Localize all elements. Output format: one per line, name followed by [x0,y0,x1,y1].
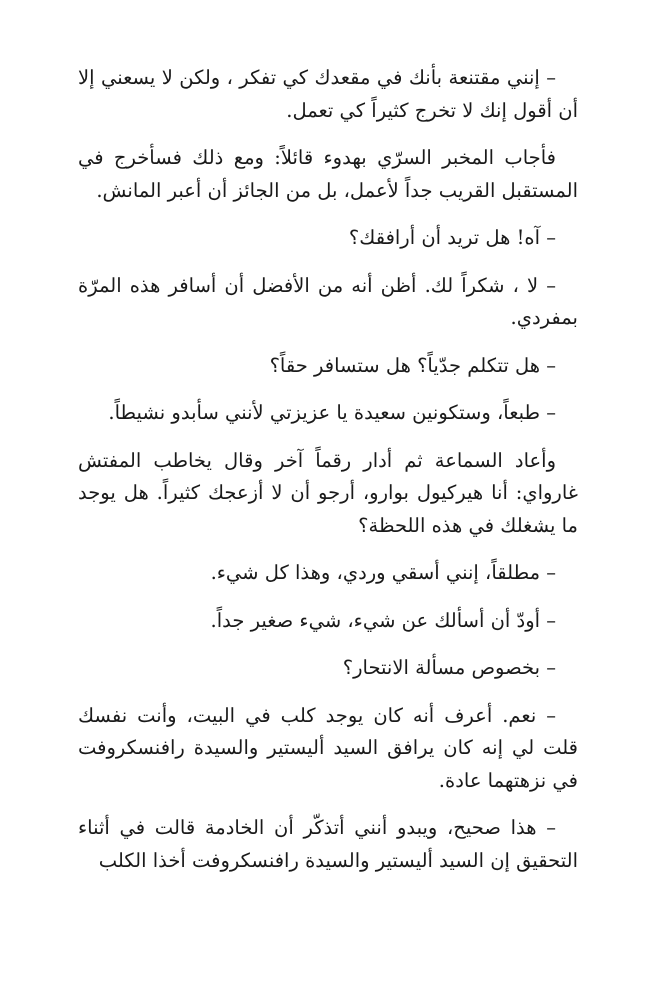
paragraph: – نعم. أعرف أنه كان يوجد كلب في البيت، وأنت نفسك قلت لي إنه كان يرافق السيد أليستير والسيدة رافنسكروفت في نزهتهما عادة. [78,703,578,792]
paragraph: وأعاد السماعة ثم أدار رقماً آخر وقال يخاطب المفتش غارواي: أنا هيركيول بوارو، أرجو أن لا أزعجك كثيراً. هل يوجد ما يشغلك في هذه اللحظة؟ [78,448,578,537]
paragraph: – هذا صحيح، ويبدو أنني أتذكّر أن الخادمة قالت في أثناء التحقيق إن السيد أليستير والسيدة رافنسكروفت أخذا الكلب [78,816,578,872]
paragraph: فأجاب المخبر السرّي بهدوء قائلاً: ومع ذلك فسأخرج في المستقبل القريب جداً لأعمل، بل من الجائز أن أعبر المانش. [78,146,578,202]
paragraph: – أودّ أن أسألك عن شيء، شيء صغير جداً. [210,608,556,632]
book-page [78,62,578,877]
paragraph: – طبعاً، وستكونين سعيدة يا عزيزتي لأنني سأبدو نشيطاً. [108,401,556,424]
paragraph: – آه! هل تريد أن أرافقك؟ [348,226,556,249]
paragraph: – بخصوص مسألة الانتحار؟ [342,656,556,679]
paragraph: – هل تتكلم جدّياً؟ هل ستسافر حقاً؟ [269,353,556,377]
paragraph: – مطلقاً، إنني أسقي وردي، وهذا كل شيء. [210,561,556,584]
paragraph: – إنني مقتنعة بأنك في مقعدك كي تفكر ، ولكن لا يسعني إلا أن أقول إنك لا تخرج كثيراً كي تعمل. [78,66,578,122]
paragraph: – لا ، شكراً لك. أظن أنه من الأفضل أن أسافر هذه المرّة بمفردي. [78,273,578,329]
